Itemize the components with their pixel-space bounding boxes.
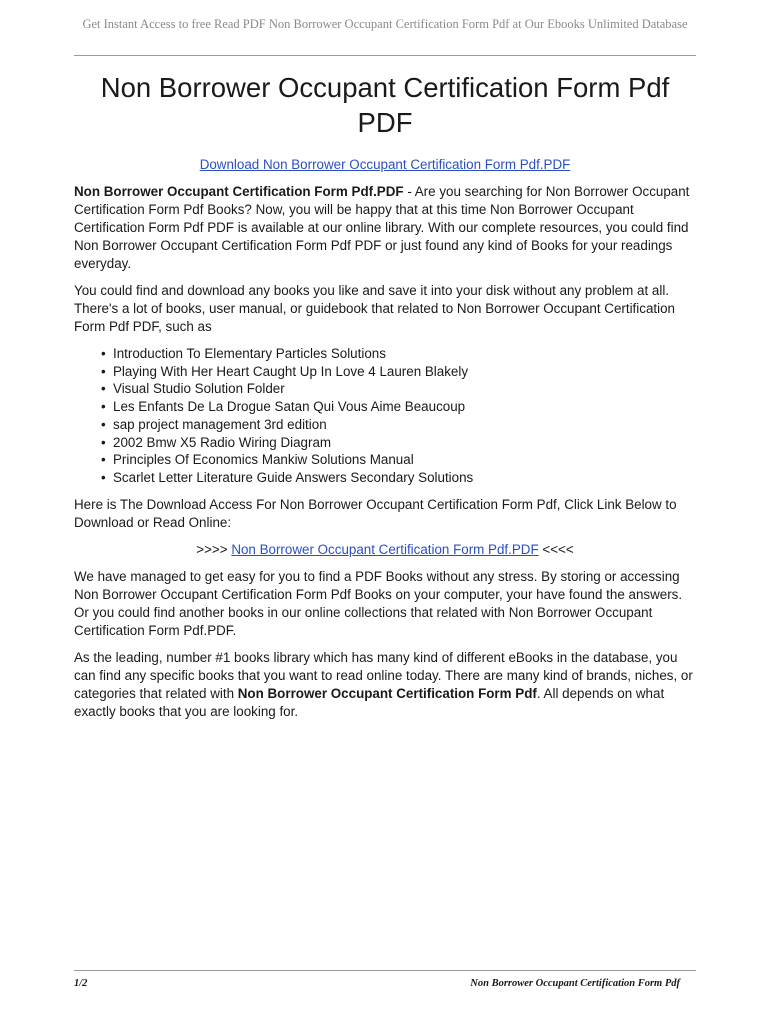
list-item: • 2002 Bmw X5 Radio Wiring Diagram (113, 434, 696, 452)
footer-page-number: 1/2 (74, 978, 88, 989)
related-books-paragraph: You could find and download any books you like and save it into your disk without any problem at all. There's a lot of books, user manual, or guidebook that related to Non Borrower Occupant Certification Form Pdf PDF, such as (74, 283, 675, 334)
header-divider (74, 55, 696, 56)
storing-paragraph: We have managed to get easy for you to find a PDF Books without any stress. By storing or accessing Non Borrower Occupant Certification Form Pdf Books on your computer, your have found the answers. Or you could find another books in our online collections that related with Non Borrower Occupant Certification Form Pdf.PDF. (74, 568, 683, 638)
list-item: • sap project management 3rd edition (113, 416, 696, 434)
library-text-before: As the leading, number #1 books library which has many kind of different eBooks in the database, you can find any specific books that you want to read online today. There are many kind of brands, niches, or categories that related with (74, 649, 693, 701)
intro-paragraph (74, 183, 696, 273)
book-list (74, 345, 696, 487)
list-item: • Scarlet Letter Literature Guide Answers Secondary Solutions (113, 469, 696, 487)
access-suffix: <<<< (538, 541, 574, 557)
document-body (74, 156, 696, 730)
list-item: • Visual Studio Solution Folder (113, 380, 696, 398)
access-link-line (74, 541, 696, 559)
list-item: • Introduction To Elementary Particles Solutions (113, 345, 696, 363)
download-link-line (74, 156, 696, 174)
library-paragraph (74, 649, 696, 721)
list-item: • Principles Of Economics Mankiw Solutions Manual (113, 451, 696, 469)
library-text-after: . All depends on what exactly books that you are looking for. (74, 685, 665, 719)
list-item: • Les Enfants De La Drogue Satan Qui Vous Aime Beaucoup (113, 398, 696, 416)
footer-divider (74, 970, 696, 971)
document-title: Non Borrower Occupant Certification Form Pdf PDF (100, 72, 670, 138)
intro-bold-title: Non Borrower Occupant Certification Form Pdf.PDF (74, 184, 404, 199)
library-bold-title: Non Borrower Occupant Certification Form Pdf (237, 685, 537, 701)
intro-text: - Are you searching for Non Borrower Occupant Certification Form Pdf Books? Now, you will be happy that at this time Non Borrower Occupant Certification Form Pdf PDF is available at our online library. With our complete resources, you could find Non Borrower Occupant Certification Form Pdf PDF or just found any kind of Books for your readings everyday. (74, 184, 690, 271)
page-header-tagline: Get Instant Access to free Read PDF Non Borrower Occupant Certification Form Pdf at Our Ebooks Unlimited Database (82, 17, 688, 31)
footer-document-title: Non Borrower Occupant Certification Form Pdf (470, 978, 680, 989)
download-link[interactable]: Download Non Borrower Occupant Certification Form Pdf.PDF (199, 157, 571, 172)
list-item: • Playing With Her Heart Caught Up In Love 4 Lauren Blakely (113, 363, 696, 381)
download-access-paragraph: Here is The Download Access For Non Borrower Occupant Certification Form Pdf, Click Link Below to Download or Read Online: (74, 496, 677, 530)
access-link[interactable]: Non Borrower Occupant Certification Form Pdf.PDF (231, 541, 539, 557)
access-prefix: >>>> (196, 541, 232, 557)
